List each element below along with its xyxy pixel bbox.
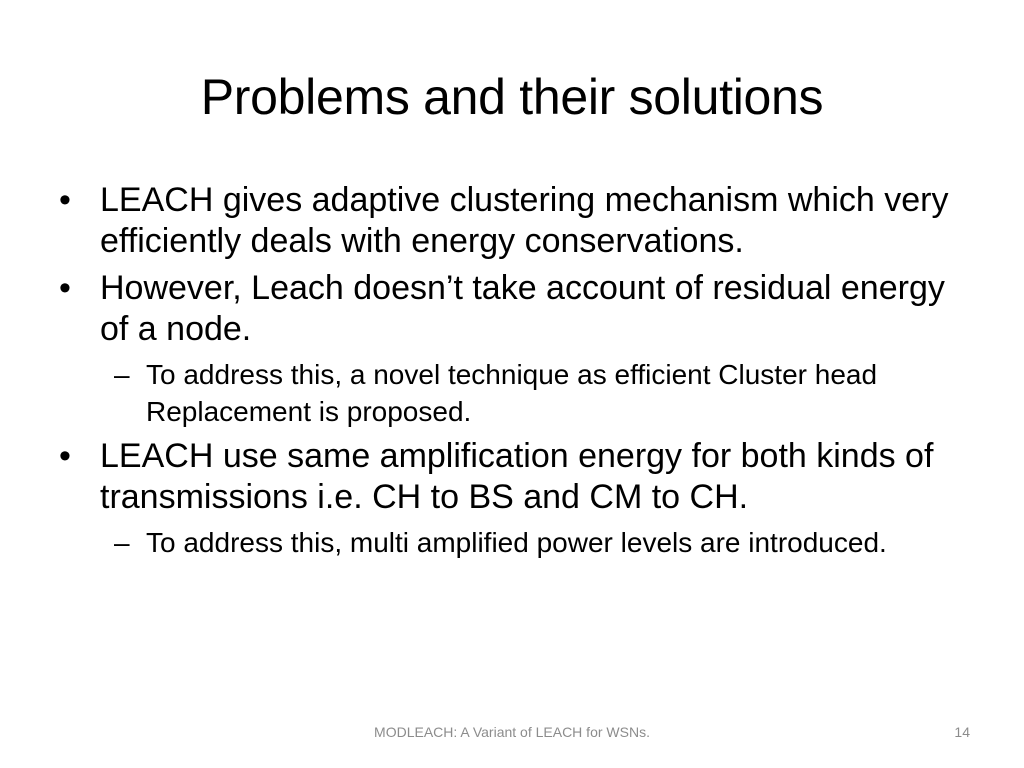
page-number: 14 (954, 724, 970, 740)
dash-marker: – (114, 359, 130, 390)
bullet-text: However, Leach doesn’t take account of residual energy of a node. (100, 269, 945, 348)
bullet-text: LEACH use same amplification energy for both kinds of transmissions i.e. CH to BS and CM to CH. (100, 437, 934, 516)
bullet-marker: • (59, 437, 71, 475)
sub-bullet-text: To address this, multi amplified power levels are introduced. (146, 527, 887, 558)
sub-bullet-item-power-levels (56, 524, 976, 561)
bullet-item-amplification-energy (56, 436, 976, 518)
sub-bullet-text: To address this, a novel technique as efficient Cluster head Replacement is proposed. (146, 359, 878, 427)
bullet-marker: • (59, 269, 71, 307)
bullet-item-residual-energy (56, 268, 976, 350)
bullet-text: LEACH gives adaptive clustering mechanism which very efficiently deals with energy conservations. (100, 181, 949, 260)
bullet-list (56, 180, 976, 567)
bullet-marker: • (59, 181, 71, 219)
sub-bullet-item-ch-replacement (56, 356, 976, 430)
dash-marker: – (114, 527, 130, 558)
slide-footer: MODLEACH: A Variant of LEACH for WSNs. (374, 724, 650, 740)
bullet-item-leach-clustering (56, 180, 976, 262)
slide-title: Problems and their solutions (200, 69, 824, 125)
